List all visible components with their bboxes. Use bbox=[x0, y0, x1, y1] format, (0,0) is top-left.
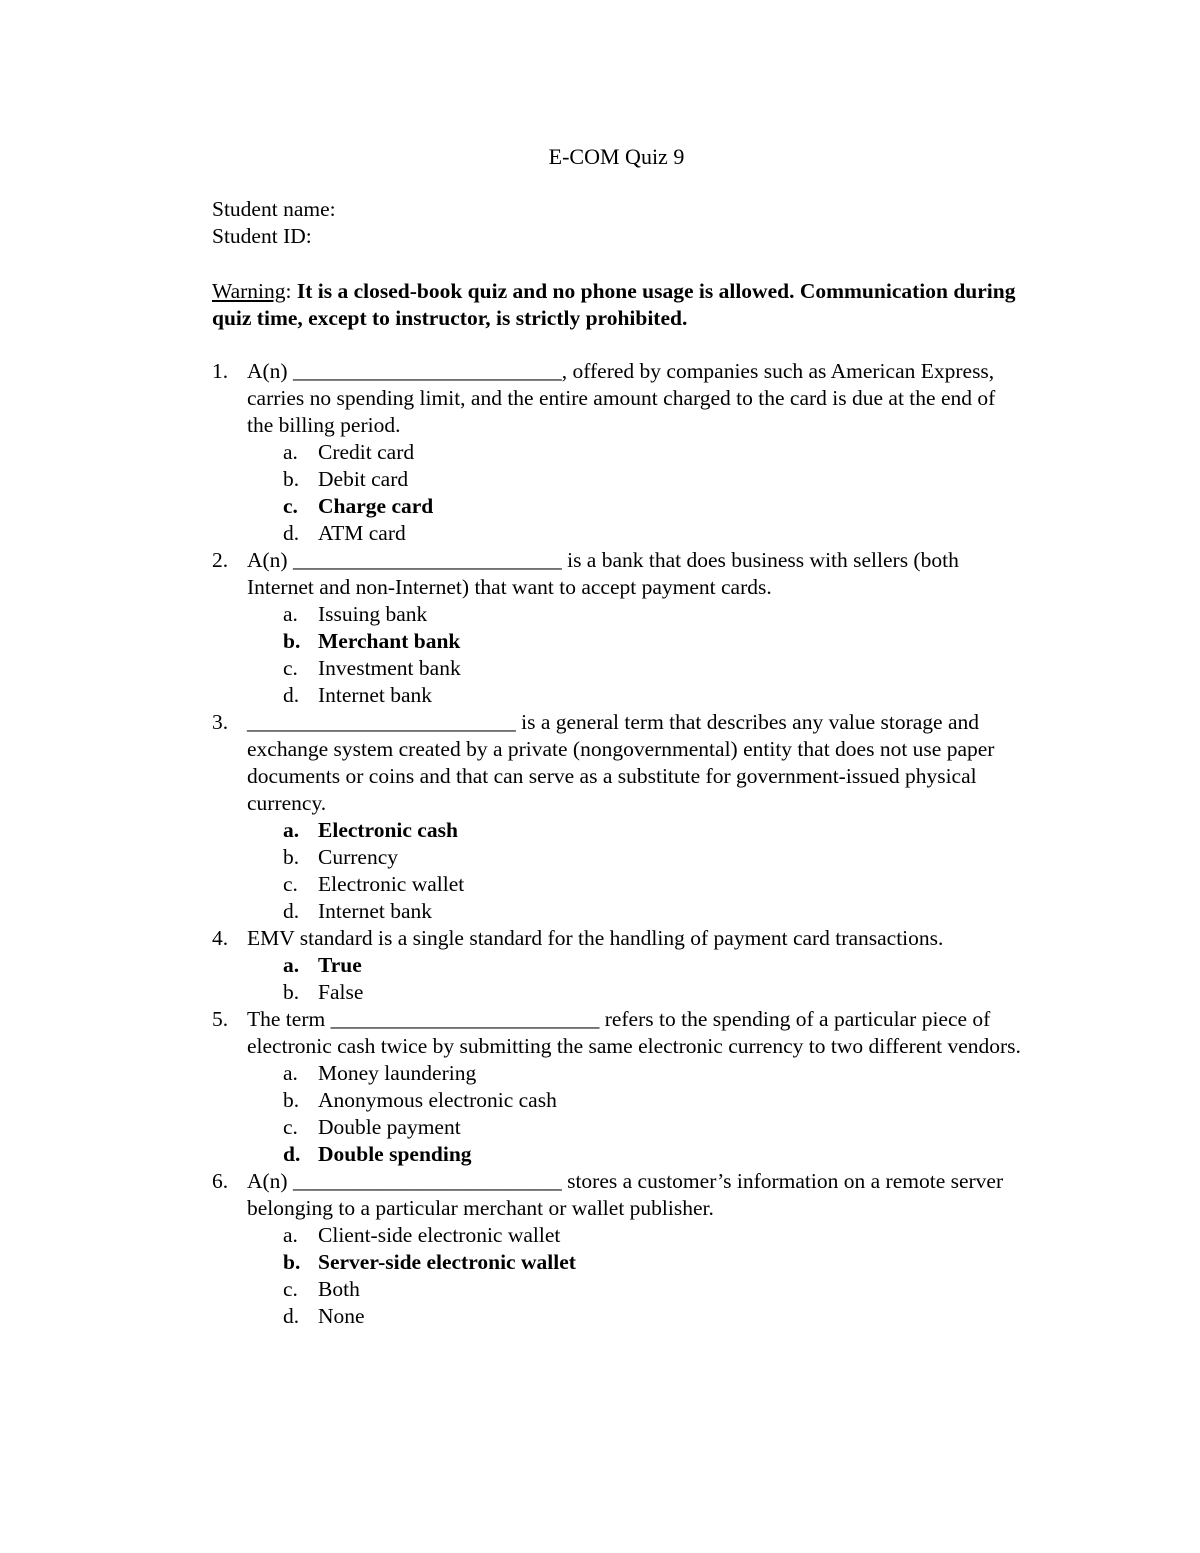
answer-option bbox=[283, 844, 1022, 871]
option-letter: a. bbox=[283, 440, 298, 464]
question-number: 1. bbox=[212, 359, 229, 383]
option-text: Issuing bank bbox=[318, 602, 428, 626]
option-list bbox=[247, 1060, 1022, 1168]
option-letter: a. bbox=[283, 953, 300, 977]
option-text: False bbox=[318, 980, 364, 1004]
option-list bbox=[247, 601, 1022, 709]
answer-option bbox=[283, 898, 1022, 925]
question-item bbox=[212, 925, 1022, 1006]
student-name-label: Student name: bbox=[212, 197, 336, 221]
question-number: 4. bbox=[212, 926, 229, 950]
option-text: Electronic cash bbox=[318, 818, 458, 842]
option-text: Debit card bbox=[318, 467, 409, 491]
option-letter: d. bbox=[283, 1142, 301, 1166]
question-number: 3. bbox=[212, 710, 229, 734]
question-number: 2. bbox=[212, 548, 229, 572]
option-text: Double payment bbox=[318, 1115, 461, 1139]
option-text: Investment bank bbox=[318, 656, 461, 680]
option-text: ATM card bbox=[318, 521, 406, 545]
option-list bbox=[247, 1222, 1022, 1330]
option-letter: c. bbox=[283, 872, 298, 896]
answer-option bbox=[283, 682, 1022, 709]
answer-option bbox=[283, 1114, 1022, 1141]
answer-option bbox=[283, 1276, 1022, 1303]
question-number: 6. bbox=[212, 1169, 229, 1193]
option-text: Client-side electronic wallet bbox=[318, 1223, 561, 1247]
option-letter: b. bbox=[283, 980, 300, 1004]
option-letter: c. bbox=[283, 494, 298, 518]
option-text: Internet bank bbox=[318, 683, 433, 707]
option-text: Electronic wallet bbox=[318, 872, 465, 896]
option-letter: d. bbox=[283, 899, 300, 923]
warning-text: It is a closed-book quiz and no phone usage is allowed. Communication during quiz time, except to instructor, is strictly prohibited. bbox=[212, 279, 1016, 330]
option-letter: b. bbox=[283, 1088, 300, 1112]
question-number: 5. bbox=[212, 1007, 229, 1031]
option-letter: c. bbox=[283, 1115, 298, 1139]
answer-option bbox=[283, 1303, 1022, 1330]
option-letter: b. bbox=[283, 467, 300, 491]
answer-option bbox=[283, 466, 1022, 493]
option-list bbox=[247, 439, 1022, 547]
option-letter: d. bbox=[283, 521, 300, 545]
answer-option-correct bbox=[283, 1249, 1022, 1276]
answer-option bbox=[283, 1060, 1022, 1087]
option-text: Currency bbox=[318, 845, 398, 869]
option-letter: d. bbox=[283, 683, 300, 707]
answer-option bbox=[283, 1087, 1022, 1114]
option-letter: b. bbox=[283, 629, 301, 653]
answer-option bbox=[283, 655, 1022, 682]
option-letter: c. bbox=[283, 656, 298, 680]
warning-label: Warning bbox=[212, 279, 286, 303]
question-item bbox=[212, 547, 1022, 709]
option-letter: b. bbox=[283, 1250, 301, 1274]
option-letter: b. bbox=[283, 845, 300, 869]
page-title: E-COM Quiz 9 bbox=[548, 144, 685, 169]
student-id-label: Student ID: bbox=[212, 224, 312, 248]
answer-option bbox=[283, 601, 1022, 628]
option-text: Charge card bbox=[318, 494, 434, 518]
question-text: EMV standard is a single standard for the handling of payment card transactions. bbox=[247, 926, 944, 950]
option-text: True bbox=[318, 953, 362, 977]
answer-option bbox=[283, 979, 1022, 1006]
question-text: A(n) _________________________ stores a customer’s information on a remote server belonging to a particular merchant or wallet publisher. bbox=[247, 1169, 1004, 1220]
warning-notice bbox=[212, 278, 1032, 332]
option-text: Money laundering bbox=[318, 1061, 477, 1085]
answer-option-correct bbox=[283, 493, 1022, 520]
option-text: Anonymous electronic cash bbox=[318, 1088, 557, 1112]
option-text: Both bbox=[318, 1277, 360, 1301]
option-text: Server-side electronic wallet bbox=[318, 1250, 576, 1274]
option-letter: a. bbox=[283, 818, 300, 842]
answer-option-correct bbox=[283, 952, 1022, 979]
option-letter: a. bbox=[283, 1223, 298, 1247]
option-text: Merchant bank bbox=[318, 629, 461, 653]
option-letter: a. bbox=[283, 1061, 298, 1085]
question-item bbox=[212, 358, 1022, 547]
question-text: A(n) _________________________, offered by companies such as American Express, carries no spending limit, and the entire amount charged to the card is due at the end of the billing period. bbox=[247, 359, 996, 437]
warning-colon: : bbox=[285, 279, 292, 303]
question-item bbox=[212, 1006, 1022, 1168]
option-text: None bbox=[318, 1304, 365, 1328]
student-info bbox=[212, 196, 336, 250]
option-text: Internet bank bbox=[318, 899, 433, 923]
option-text: Double spending bbox=[318, 1142, 472, 1166]
option-letter: c. bbox=[283, 1277, 298, 1301]
question-text: The term _________________________ refers to the spending of a particular piece of electronic cash twice by submitting the same electronic currency to two different vendors. bbox=[247, 1007, 1021, 1058]
question-text: _________________________ is a general term that describes any value storage and exchange system created by a private (nongovernmental) entity that does not use paper documents or coins and that can serve as a substitute for government-issued physical currency. bbox=[247, 710, 995, 815]
question-list bbox=[212, 358, 1022, 1330]
answer-option-correct bbox=[283, 628, 1022, 655]
answer-option bbox=[283, 439, 1022, 466]
option-letter: a. bbox=[283, 602, 298, 626]
option-list bbox=[247, 817, 1022, 925]
option-letter: d. bbox=[283, 1304, 300, 1328]
question-item bbox=[212, 1168, 1022, 1330]
answer-option bbox=[283, 1222, 1022, 1249]
question-text: A(n) _________________________ is a bank that does business with sellers (both Internet and non-Internet) that want to accept payment cards. bbox=[247, 548, 959, 599]
answer-option-correct bbox=[283, 817, 1022, 844]
option-list bbox=[247, 952, 1022, 1006]
answer-option bbox=[283, 520, 1022, 547]
option-text: Credit card bbox=[318, 440, 415, 464]
question-item bbox=[212, 709, 1022, 925]
answer-option bbox=[283, 871, 1022, 898]
answer-option-correct bbox=[283, 1141, 1022, 1168]
